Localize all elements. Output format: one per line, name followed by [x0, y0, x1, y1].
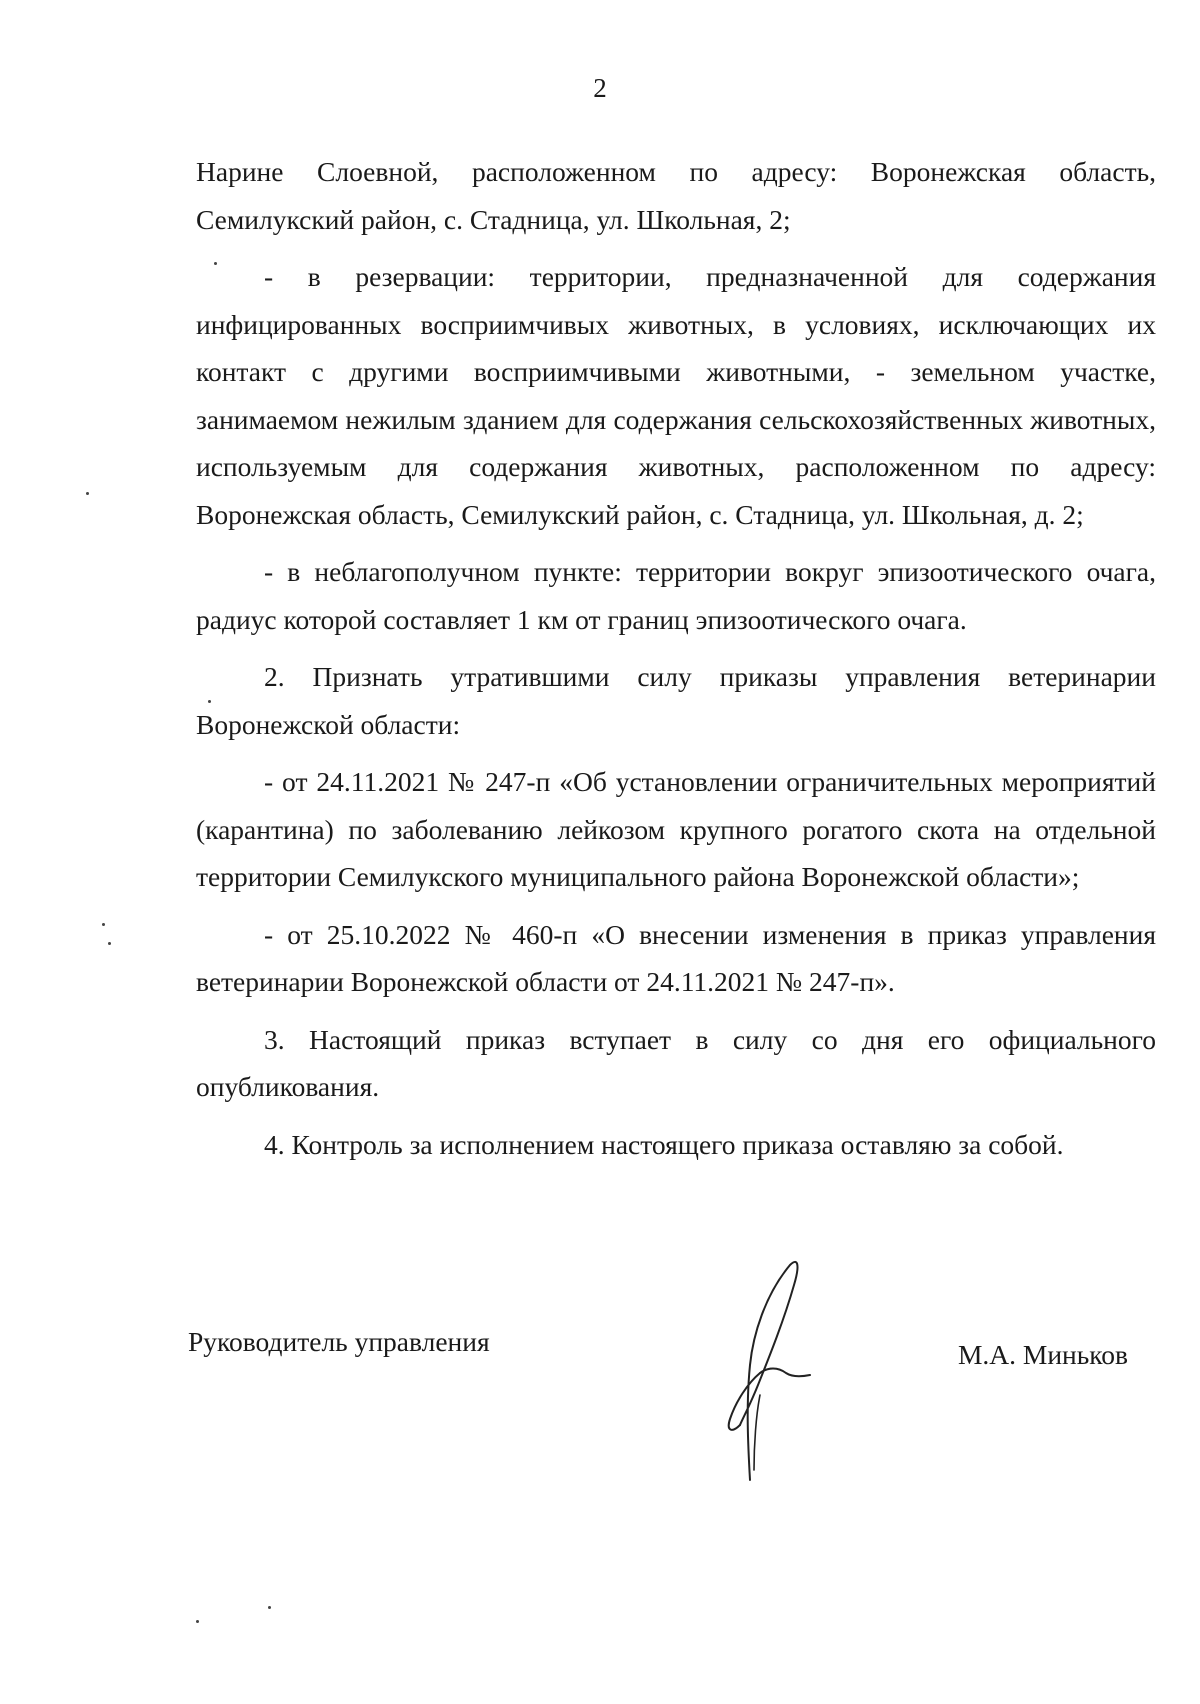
- paragraph-item-3: 3. Настоящий приказ вступает в силу со дня его официального опубликования.: [196, 1023, 1156, 1102]
- scan-speck: [268, 1606, 271, 1609]
- paragraph-order-460: - от 25.10.2022 № 460-п «О внесении изменения в приказ управления ветеринарии Воронежской области от 24.11.2021 № 247-п».: [196, 918, 1156, 997]
- scan-speck: [208, 700, 211, 703]
- paragraph-unfavorable-point: - в неблагополучном пункте: территории вокруг эпизоотического очага, радиус которой составляет 1 км от границ эпизоотического очага.: [196, 556, 1156, 635]
- scan-speck: [196, 1620, 199, 1623]
- signer-name: М.А. Миньков: [957, 1339, 1128, 1370]
- scan-speck: [102, 923, 105, 926]
- paragraph-address-continuation: Нарине Слоевной, расположенном по адресу: Воронежская область, Семилукский район, с. Стадница, ул. Школьная, 2;: [196, 156, 1156, 235]
- page-number: 2: [593, 73, 607, 103]
- scan-speck: [108, 942, 111, 945]
- handwritten-signature: [720, 1255, 840, 1485]
- signer-position: Руководитель управления: [188, 1326, 490, 1357]
- scan-speck: [214, 262, 217, 265]
- document-body: [196, 148, 1156, 1168]
- paragraph-reservation: - в резервации: территории, предназначенной для содержания инфицированных восприимчивых животных, в условиях, исключающих их контакт с другими восприимчивыми животными, - земельном участке, занимаемом нежилым зданием для содержания сельскохозяйственных животных, используемым для содержания животных, расположенном по адресу: Воронежская область, Семилукский район, с. Стадница, ул. Школьная, д. 2;: [196, 261, 1156, 530]
- paragraph-item-4: 4. Контроль за исполнением настоящего приказа оставляю за собой.: [264, 1128, 1064, 1160]
- scan-speck: [86, 492, 89, 495]
- paragraph-item-2: 2. Признать утратившими силу приказы управления ветеринарии Воронежской области:: [196, 661, 1156, 740]
- paragraph-order-247: - от 24.11.2021 № 247-п «Об установлении ограничительных мероприятий (карантина) по заболеванию лейкозом крупного рогатого скота на отдельной территории Семилукского муниципального района Воронежской области»;: [196, 766, 1156, 892]
